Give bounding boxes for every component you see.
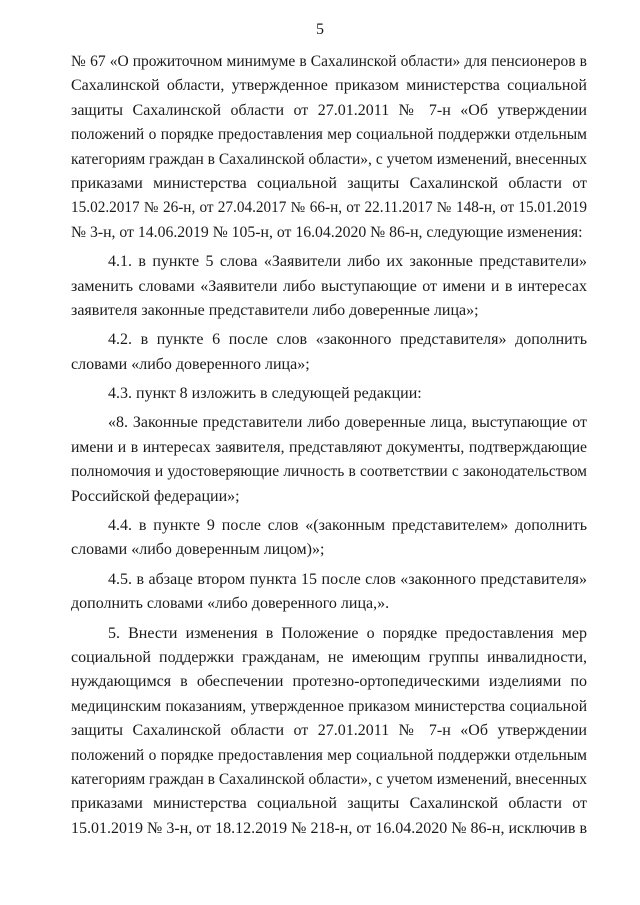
text-line: 4.1. в пункте 5 слова «Заявители либо их законные представители» bbox=[108, 253, 587, 271]
text-line: дополнить словами «либо доверенного лица,». bbox=[71, 595, 390, 613]
text-line: положений о порядке предоставления мер социальной поддержки отдельным bbox=[71, 746, 587, 764]
text-line: приказами министерства социальной защиты Сахалинской области от bbox=[71, 795, 587, 813]
text-line: словами «либо доверенным лицом)»; bbox=[71, 541, 325, 559]
text-line: 4.4. в пункте 9 после слов «(законным представителем» дополнить bbox=[108, 517, 587, 535]
text-line: 5. Внести изменения в Положение о порядке предоставления мер bbox=[108, 624, 587, 642]
text-line: 4.5. в абзаце втором пункта 15 после слов «законного представителя» bbox=[108, 570, 587, 588]
text-line: защиты Сахалинской области от 27.01.2011 № 7-н «Об утверждении bbox=[71, 722, 587, 740]
text-line: положений о порядке предоставления мер социальной поддержки отдельным bbox=[71, 126, 587, 144]
text-line: 4.3. пункт 8 изложить в следующей редакции: bbox=[108, 385, 422, 403]
document-body bbox=[71, 50, 587, 841]
text-line: 15.02.2017 № 26-н, от 27.04.2017 № 66-н, от 22.11.2017 № 148-н, от 15.01.2019 bbox=[71, 199, 587, 217]
text-line: приказами министерства социальной защиты Сахалинской области от bbox=[71, 174, 587, 192]
text-line: заменить словами «Заявители либо выступающие от имени и в интересах bbox=[71, 277, 587, 295]
text-line: «8. Законные представители либо доверенные лица, выступающие от bbox=[108, 414, 587, 432]
text-line: имени и в интересах заявителя, представляют документы, подтверждающие bbox=[71, 438, 587, 456]
text-line: социальной поддержки гражданам, не имеющим группы инвалидности, bbox=[71, 648, 587, 666]
page-number: 5 bbox=[316, 21, 324, 38]
text-line: категориям граждан в Сахалинской области», с учетом изменений, внесенных bbox=[71, 770, 587, 788]
text-line: Российской федерации»; bbox=[71, 487, 240, 505]
text-line: заявителя законные представители либо доверенные лица»; bbox=[71, 301, 479, 319]
text-line: 4.2. в пункте 6 после слов «законного представителя» дополнить bbox=[108, 331, 587, 349]
text-line: 15.01.2019 № 3-н, от 18.12.2019 № 218-н, от 16.04.2020 № 86-н, исключив в bbox=[71, 819, 587, 837]
text-line: защиты Сахалинской области от 27.01.2011 № 7-н «Об утверждении bbox=[71, 101, 587, 119]
text-line: Сахалинской области, утвержденное приказом министерства социальной bbox=[71, 77, 587, 95]
text-line: № 67 «О прожиточном минимуме в Сахалинской области» для пенсионеров в bbox=[71, 53, 587, 70]
text-line: словами «либо доверенного лица»; bbox=[71, 355, 310, 373]
text-line: № 3-н, от 14.06.2019 № 105-н, от 16.04.2020 № 86-н, следующие изменения: bbox=[71, 223, 583, 241]
text-line: категориям граждан в Сахалинской области», с учетом изменений, внесенных bbox=[71, 150, 587, 168]
text-line: медицинским показаниям, утвержденное приказом министерства социальной bbox=[71, 697, 587, 715]
text-line: нуждающимся в обеспечении протезно-ортопедическими изделиями по bbox=[71, 673, 587, 691]
text-line: полномочия и удостоверяющие личность в соответствии с законодательством bbox=[71, 463, 587, 481]
